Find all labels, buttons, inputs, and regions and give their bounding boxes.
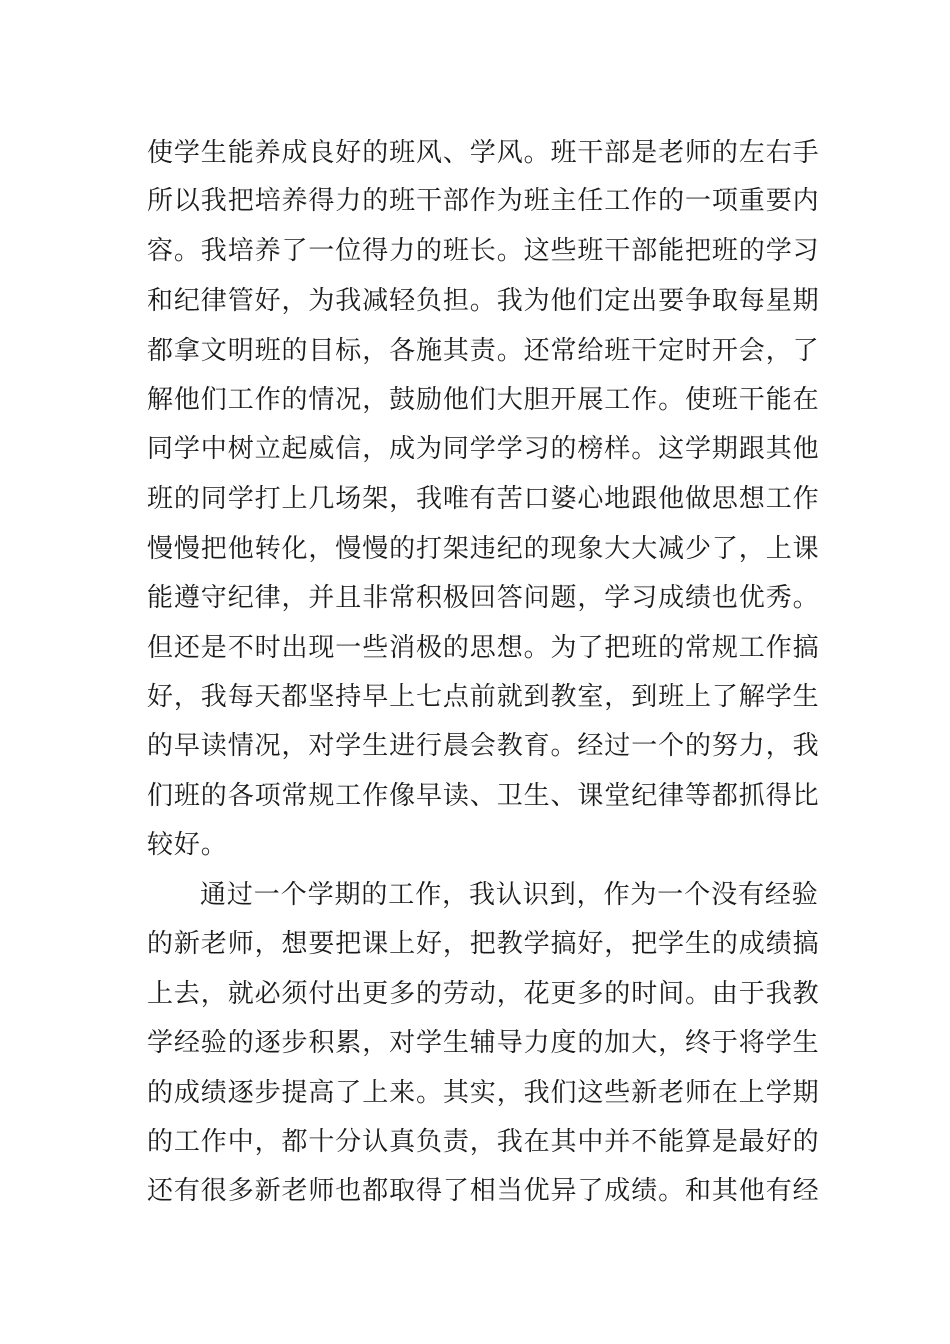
text-line: 使学生能养成良好的班风、学风。班干部是老师的左右手: [147, 138, 820, 168]
text-line: 但还是不时出现一些消极的思想。为了把班的常规工作搞: [147, 633, 820, 663]
text-line: 能遵守纪律，并且非常积极回答问题，学习成绩也优秀。: [147, 583, 820, 613]
text-line: 都拿文明班的目标，各施其责。还常给班干定时开会，了: [147, 336, 820, 366]
text-line: 同学中树立起威信，成为同学学习的榜样。这学期跟其他: [147, 434, 820, 464]
text-line: 的成绩逐步提高了上来。其实，我们这些新老师在上学期: [147, 1078, 820, 1108]
text-line: 的新老师，想要把课上好，把教学搞好，把学生的成绩搞: [147, 929, 820, 959]
text-line: 班的同学打上几场架，我唯有苦口婆心地跟他做思想工作: [147, 484, 820, 514]
text-line: 的工作中，都十分认真负责，我在其中并不能算是最好的: [147, 1127, 820, 1157]
text-line: 的早读情况，对学生进行晨会教育。经过一个的努力，我: [147, 731, 820, 761]
text-line: 通过一个学期的工作，我认识到，作为一个没有经验: [200, 880, 819, 910]
text-line: 慢慢把他转化，慢慢的打架违纪的现象大大减少了，上课: [147, 534, 820, 564]
text-line: 解他们工作的情况，鼓励他们大胆开展工作。使班干能在: [147, 385, 820, 415]
text-line: 上去，就必须付出更多的劳动，花更多的时间。由于我教: [147, 979, 820, 1009]
text-line: 学经验的逐步积累，对学生辅导力度的加大，终于将学生: [147, 1028, 820, 1058]
text-line: 较好。: [147, 830, 228, 860]
text-line: 容。我培养了一位得力的班长。这些班干部能把班的学习: [147, 236, 820, 266]
text-line: 们班的各项常规工作像早读、卫生、课堂纪律等都抓得比: [147, 781, 820, 811]
text-line: 好，我每天都坚持早上七点前就到教室，到班上了解学生: [147, 682, 820, 712]
text-line: 所以我把培养得力的班干部作为班主任工作的一项重要内: [147, 186, 820, 216]
text-line: 还有很多新老师也都取得了相当优异了成绩。和其他有经: [147, 1176, 820, 1206]
text-line: 和纪律管好，为我减轻负担。我为他们定出要争取每星期: [147, 286, 820, 316]
